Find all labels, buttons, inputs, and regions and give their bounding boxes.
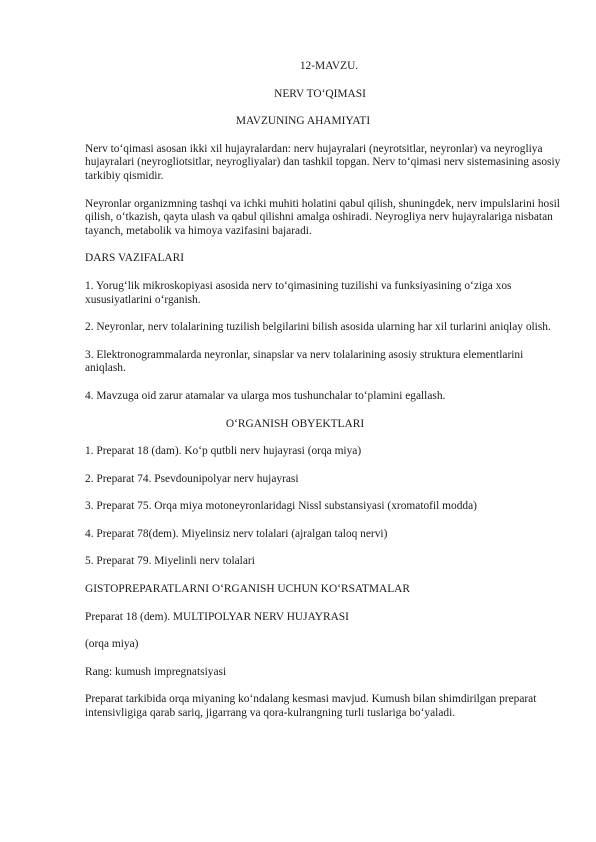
topic-title: NERV TO‘QIMASI bbox=[274, 87, 366, 100]
tasks-heading: DARS VAZIFALARI bbox=[85, 252, 185, 265]
object-item-5: 5. Preparat 79. Miyelinli nerv tolalari bbox=[85, 555, 255, 568]
task-item-3: 3. Elektronogrammalarda neyronlar, sinapslar va nerv tolalarining asosiy struktura elementlarini aniqlash. bbox=[85, 348, 524, 375]
preparation-description: Preparat tarkibida orqa miyaning ko‘ndalang kesmasi mavjud. Kumush bilan shimdirilgan preparat intensivligiga qarab sariq, jigarrang va qora-kulrangning turli tuslariga bo‘yaladi. bbox=[85, 693, 537, 720]
objects-heading: O‘RGANISH OBYEKTLARI bbox=[225, 417, 365, 430]
significance-paragraph-1: Nerv to‘qimasi asosan ikki xil hujayralardan: nerv hujayralari (neyrotsitlar, neyronlar) va neyrogliya hujayralari (neyrogliotsitlar, neyrogliyalar) dan tashkil topgan. Nerv to‘qimasi nerv sistemasining asosiy tarkibiy qismidir. bbox=[85, 142, 561, 182]
object-item-3: 3. Preparat 75. Orqa miya motoneyronlaridagi Nissl substansiyasi (xromatofil modda) bbox=[85, 500, 477, 513]
task-item-2: 2. Neyronlar, nerv tolalarining tuzilish belgilarini bilish asosida ularning har xil turlarini aniqlay olish. bbox=[85, 321, 551, 334]
task-item-1: 1. Yorug‘lik mikroskopiyasi asosida nerv to‘qimasining tuzilishi va funksiyasining o‘ziga xos xususiyatlarini o‘rganish. bbox=[85, 279, 512, 306]
task-item-4: 4. Mavzuga oid zarur atamalar va ularga mos tushunchalar to‘plamini egallash. bbox=[85, 389, 446, 402]
preparation-location: (orqa miya) bbox=[85, 638, 139, 651]
significance-heading: MAVZUNING AHAMIYATI bbox=[235, 115, 371, 128]
object-item-4: 4. Preparat 78(dem). Miyelinsiz nerv tolalari (ajralgan taloq nervi) bbox=[85, 527, 388, 540]
preparation-stain: Rang: kumush impregnatsiyasi bbox=[85, 665, 227, 678]
topic-number: 12-MAVZU. bbox=[299, 60, 359, 72]
object-item-1: 1. Preparat 18 (dam). Ko‘p qutbli nerv hujayrasi (orqa miya) bbox=[85, 445, 362, 458]
object-item-2: 2. Preparat 74. Psevdounipolyar nerv hujayrasi bbox=[85, 472, 299, 485]
guide-heading: GISTOPREPARATLARNI O‘RGANISH UCHUN KO‘RSATMALAR bbox=[85, 583, 410, 596]
significance-paragraph-2: Neyronlar organizmning tashqi va ichki muhiti holatini qabul qilish, shuningdek, nerv impulslarini hosil qilish, o‘tkazish, qayta ulash va qabul qilishni amalga oshiradi. Neyrogliya nerv hujayralariga nisbatan tayanch, metabolik va himoya vazifasini bajaradi. bbox=[85, 197, 560, 237]
preparation-title: Preparat 18 (dem). MULTIPOLYAR NERV HUJAYRASI bbox=[85, 610, 349, 623]
document-body bbox=[85, 60, 563, 735]
